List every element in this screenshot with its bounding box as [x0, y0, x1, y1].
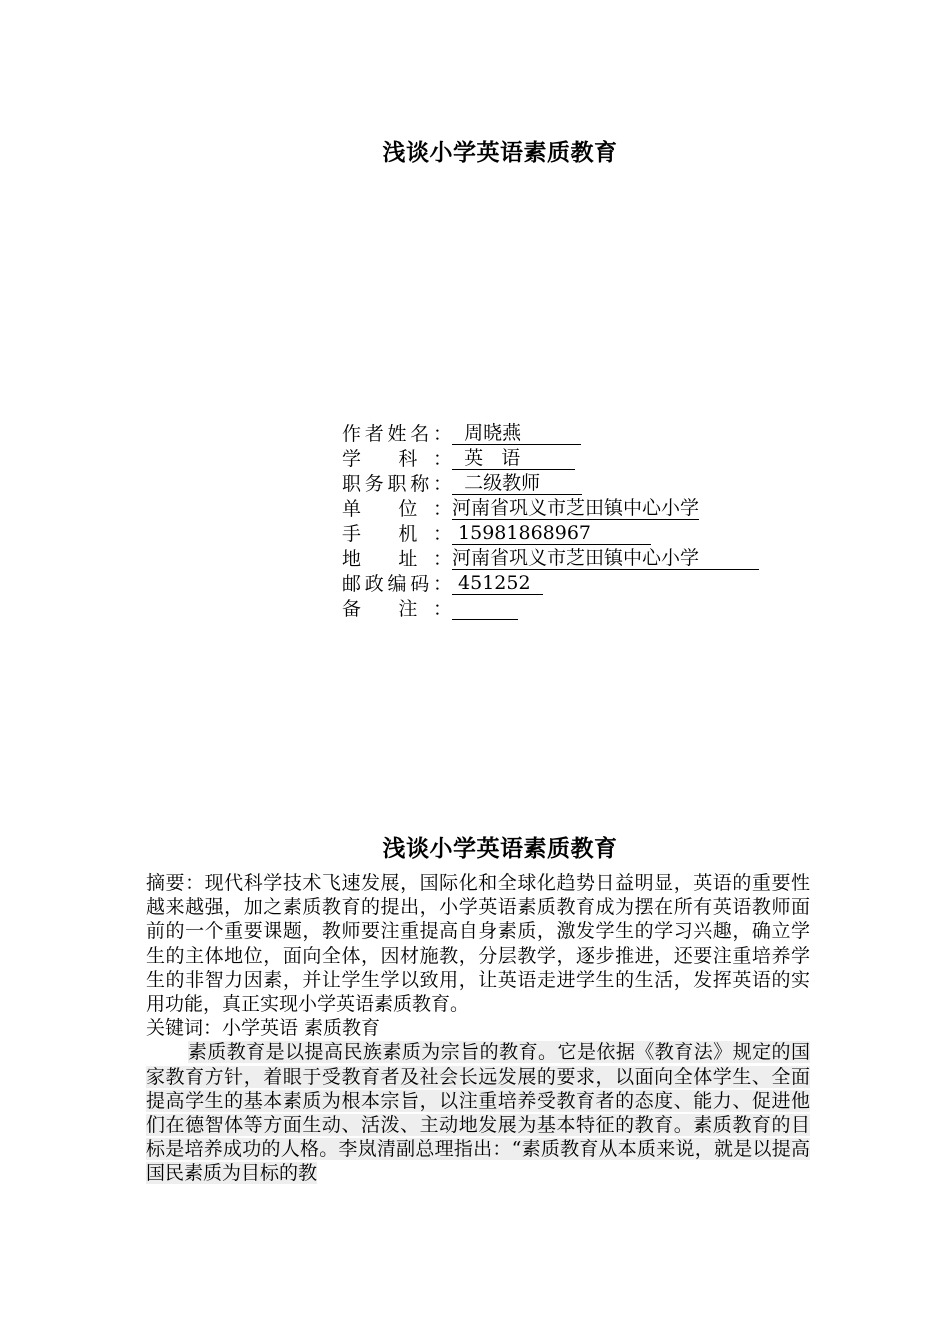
article-title: 浅谈小学英语素质教育 [382, 836, 618, 862]
body-paragraph-text: 素质教育是以提高民族素质为宗旨的教育。它是依据《教育法》规定的国家教育方针，着眼于受教育者及社会长远发展的要求，以面向全体学生、全面提高学生的基本素质为根本宗旨，以注重培养受教育者的态度、能力、促进他们在德智体等方面生动、活泼、主动地发展为基本特征的教育。素质教育的目标是培养成功的人格。李岚清副总理指出：“素质教育从本质来说，就是以提高国民素质为目标的教 [146, 1041, 810, 1185]
info-row-postcode [342, 572, 759, 597]
info-label: 邮政编码： [342, 573, 452, 595]
info-label: 手 机： [342, 523, 452, 545]
info-label: 单 位： [342, 498, 452, 520]
info-label: 备 注： [342, 598, 452, 620]
keywords-line: 关键词：小学英语 素质教育 [146, 1017, 381, 1040]
info-row-address [342, 547, 759, 572]
info-label: 地 址： [342, 548, 452, 570]
info-row-title [342, 472, 759, 497]
info-value: 河南省巩义市芝田镇中心小学 [452, 547, 760, 569]
body-paragraph [146, 1040, 810, 1185]
info-value: 周晓燕 [452, 422, 582, 444]
info-label: 学 科： [342, 448, 452, 470]
author-info-block [342, 422, 759, 622]
info-row-phone [342, 522, 759, 547]
info-row-author [342, 422, 759, 447]
info-label: 作者姓名： [342, 423, 452, 445]
article-body [146, 871, 810, 1186]
info-row-subject [342, 447, 759, 472]
info-value: 河南省巩义市芝田镇中心小学 [452, 497, 700, 519]
info-row-remarks [342, 597, 759, 622]
info-value: 二级教师 [452, 472, 583, 494]
info-value: 英 语 [452, 447, 575, 469]
info-value [452, 597, 518, 620]
abstract-paragraph: 摘要：现代科学技术飞速发展，国际化和全球化趋势日益明显，英语的重要性越来越强，加之素质教育的提出，小学英语素质教育成为摆在所有英语教师面前的一个重要课题，教师要注重提高自身素质，激发学生的学习兴趣，确立学生的主体地位，面向全体，因材施教，分层教学，逐步推进，还要注重培养学生的非智力因素，并让学生学以致用，让英语走进学生的生活，发挥英语的实用功能，真正实现小学英语素质教育。 [146, 872, 810, 1016]
info-value: 451252 [452, 572, 543, 594]
info-label: 职务职称： [342, 473, 452, 495]
info-row-unit [342, 497, 759, 522]
info-value: 15981868967 [452, 522, 652, 544]
document-title: 浅谈小学英语素质教育 [382, 140, 618, 166]
